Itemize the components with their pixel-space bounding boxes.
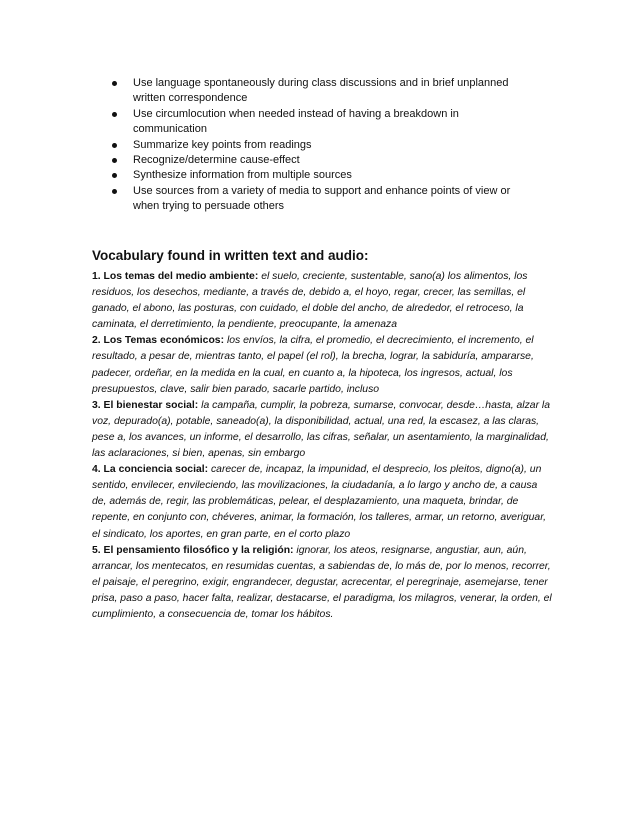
- bullet-icon: [112, 173, 117, 178]
- vocab-entry-terms: la campaña, cumplir, la pobreza, sumarse, convocar, desde…hasta, alzar la voz, depurado(a), potable, saneado(a), la disponibilidad, actual, una red, la escasez, a las claras, pese a, los avances, un informe, el desarrollo, las cifras, señalar, un asentamiento, la marginalidad, las aclaraciones, si bien, apenas, sin embargo: [92, 399, 550, 460]
- bullet-item: [106, 168, 526, 183]
- vocab-entry-social-conscience: [92, 462, 552, 542]
- vocab-entry-social-welfare: [92, 398, 552, 462]
- vocab-entry-heading: 4. La conciencia social:: [92, 464, 209, 476]
- bullet-icon: [112, 158, 117, 163]
- skills-bullet-list: [106, 76, 526, 215]
- bullet-text: Use language spontaneously during class discussions and in brief unplanned written correspondence: [133, 77, 509, 105]
- bullet-item: [106, 138, 526, 153]
- bullet-text: Use sources from a variety of media to support and enhance points of view or when trying to persuade others: [133, 184, 511, 213]
- vocab-entry-heading: 3. El bienestar social:: [92, 399, 199, 411]
- bullet-item: [106, 76, 526, 107]
- bullet-icon: [112, 112, 117, 117]
- bullet-item: [106, 107, 526, 138]
- vocab-entry-environment: [92, 269, 552, 333]
- vocabulary-heading: Vocabulary found in written text and audio:: [92, 248, 369, 263]
- bullet-icon: [112, 143, 117, 148]
- vocab-entry-heading: 5. El pensamiento filosófico y la religión:: [92, 544, 294, 556]
- vocab-entry-terms: el suelo, creciente, sustentable, sano(a) los alimentos, los residuos, los desechos, mediante, a través de, debido a, el hoyo, regar, crecer, las semillas, el ganado, el abono, las posturas, con cuidado, el doble del ancho, de alrededor, el retroceso, la caminata, el derretimiento, la pendiente, preocupante, la amenaza: [92, 271, 528, 331]
- bullet-item: [106, 184, 526, 215]
- bullet-item: [106, 153, 526, 168]
- vocab-entry-philosophy-religion: [92, 543, 552, 623]
- vocab-entry-terms: ignorar, los ateos, resignarse, angustiar, aun, aún, arrancar, los mentecatos, en resumidas cuentas, a sabiendas de, lo más de, por lo menos, recorrer, el paisaje, el peregrino, exigir, engrandecer, degustar, acrecentar, el peregrinaje, asemejarse, tener prisa, paso a paso, hacer falta, realizar, destacarse, el paradigma, los milagros, venerar, la orden, el cumplimiento, a consecuencia de, tomar los hábitos.: [92, 544, 552, 620]
- vocab-entry-heading: 1. Los temas del medio ambiente:: [92, 271, 259, 282]
- bullet-text: Use circumlocution when needed instead of having a breakdown in communication: [133, 107, 459, 136]
- bullet-text: Recognize/determine cause-effect: [133, 154, 300, 167]
- bullet-icon: [112, 81, 117, 86]
- vocab-entry-economics: [92, 333, 552, 397]
- vocab-entry-terms: los envíos, la cifra, el promedio, el decrecimiento, el incremento, el resultado, a pesar de, mientras tanto, el papel (el rol), la brecha, lograr, la sabiduría, ampararse, padecer, ordeñar, en la medida en la cual, en cuanto a, la hipoteca, los ingresos, actual, los presupuestos, clave, salir bien parado, sacarle partido, incluso: [92, 335, 534, 395]
- vocab-entry-heading: 2. Los Temas económicos:: [92, 335, 225, 347]
- bullet-icon: [112, 189, 117, 194]
- bullet-text: Synthesize information from multiple sources: [133, 169, 352, 182]
- vocabulary-section: [92, 247, 552, 623]
- vocab-entry-terms: carecer de, incapaz, la impunidad, el desprecio, los pleitos, digno(a), un sentido, envilecer, envileciendo, las movilizaciones, la ciudadanía, a lo largo y ancho de, a causa de, además de, regir, las problemáticas, pelear, el desplazamiento, una maqueta, brindar, de repente, en conjunto con, chéveres, animar, la formación, los talleres, armar, un retorno, averiguar, el sindicato, los aportes, en gran parte, en el corto plazo: [92, 464, 546, 540]
- bullet-text: Summarize key points from readings: [133, 138, 312, 151]
